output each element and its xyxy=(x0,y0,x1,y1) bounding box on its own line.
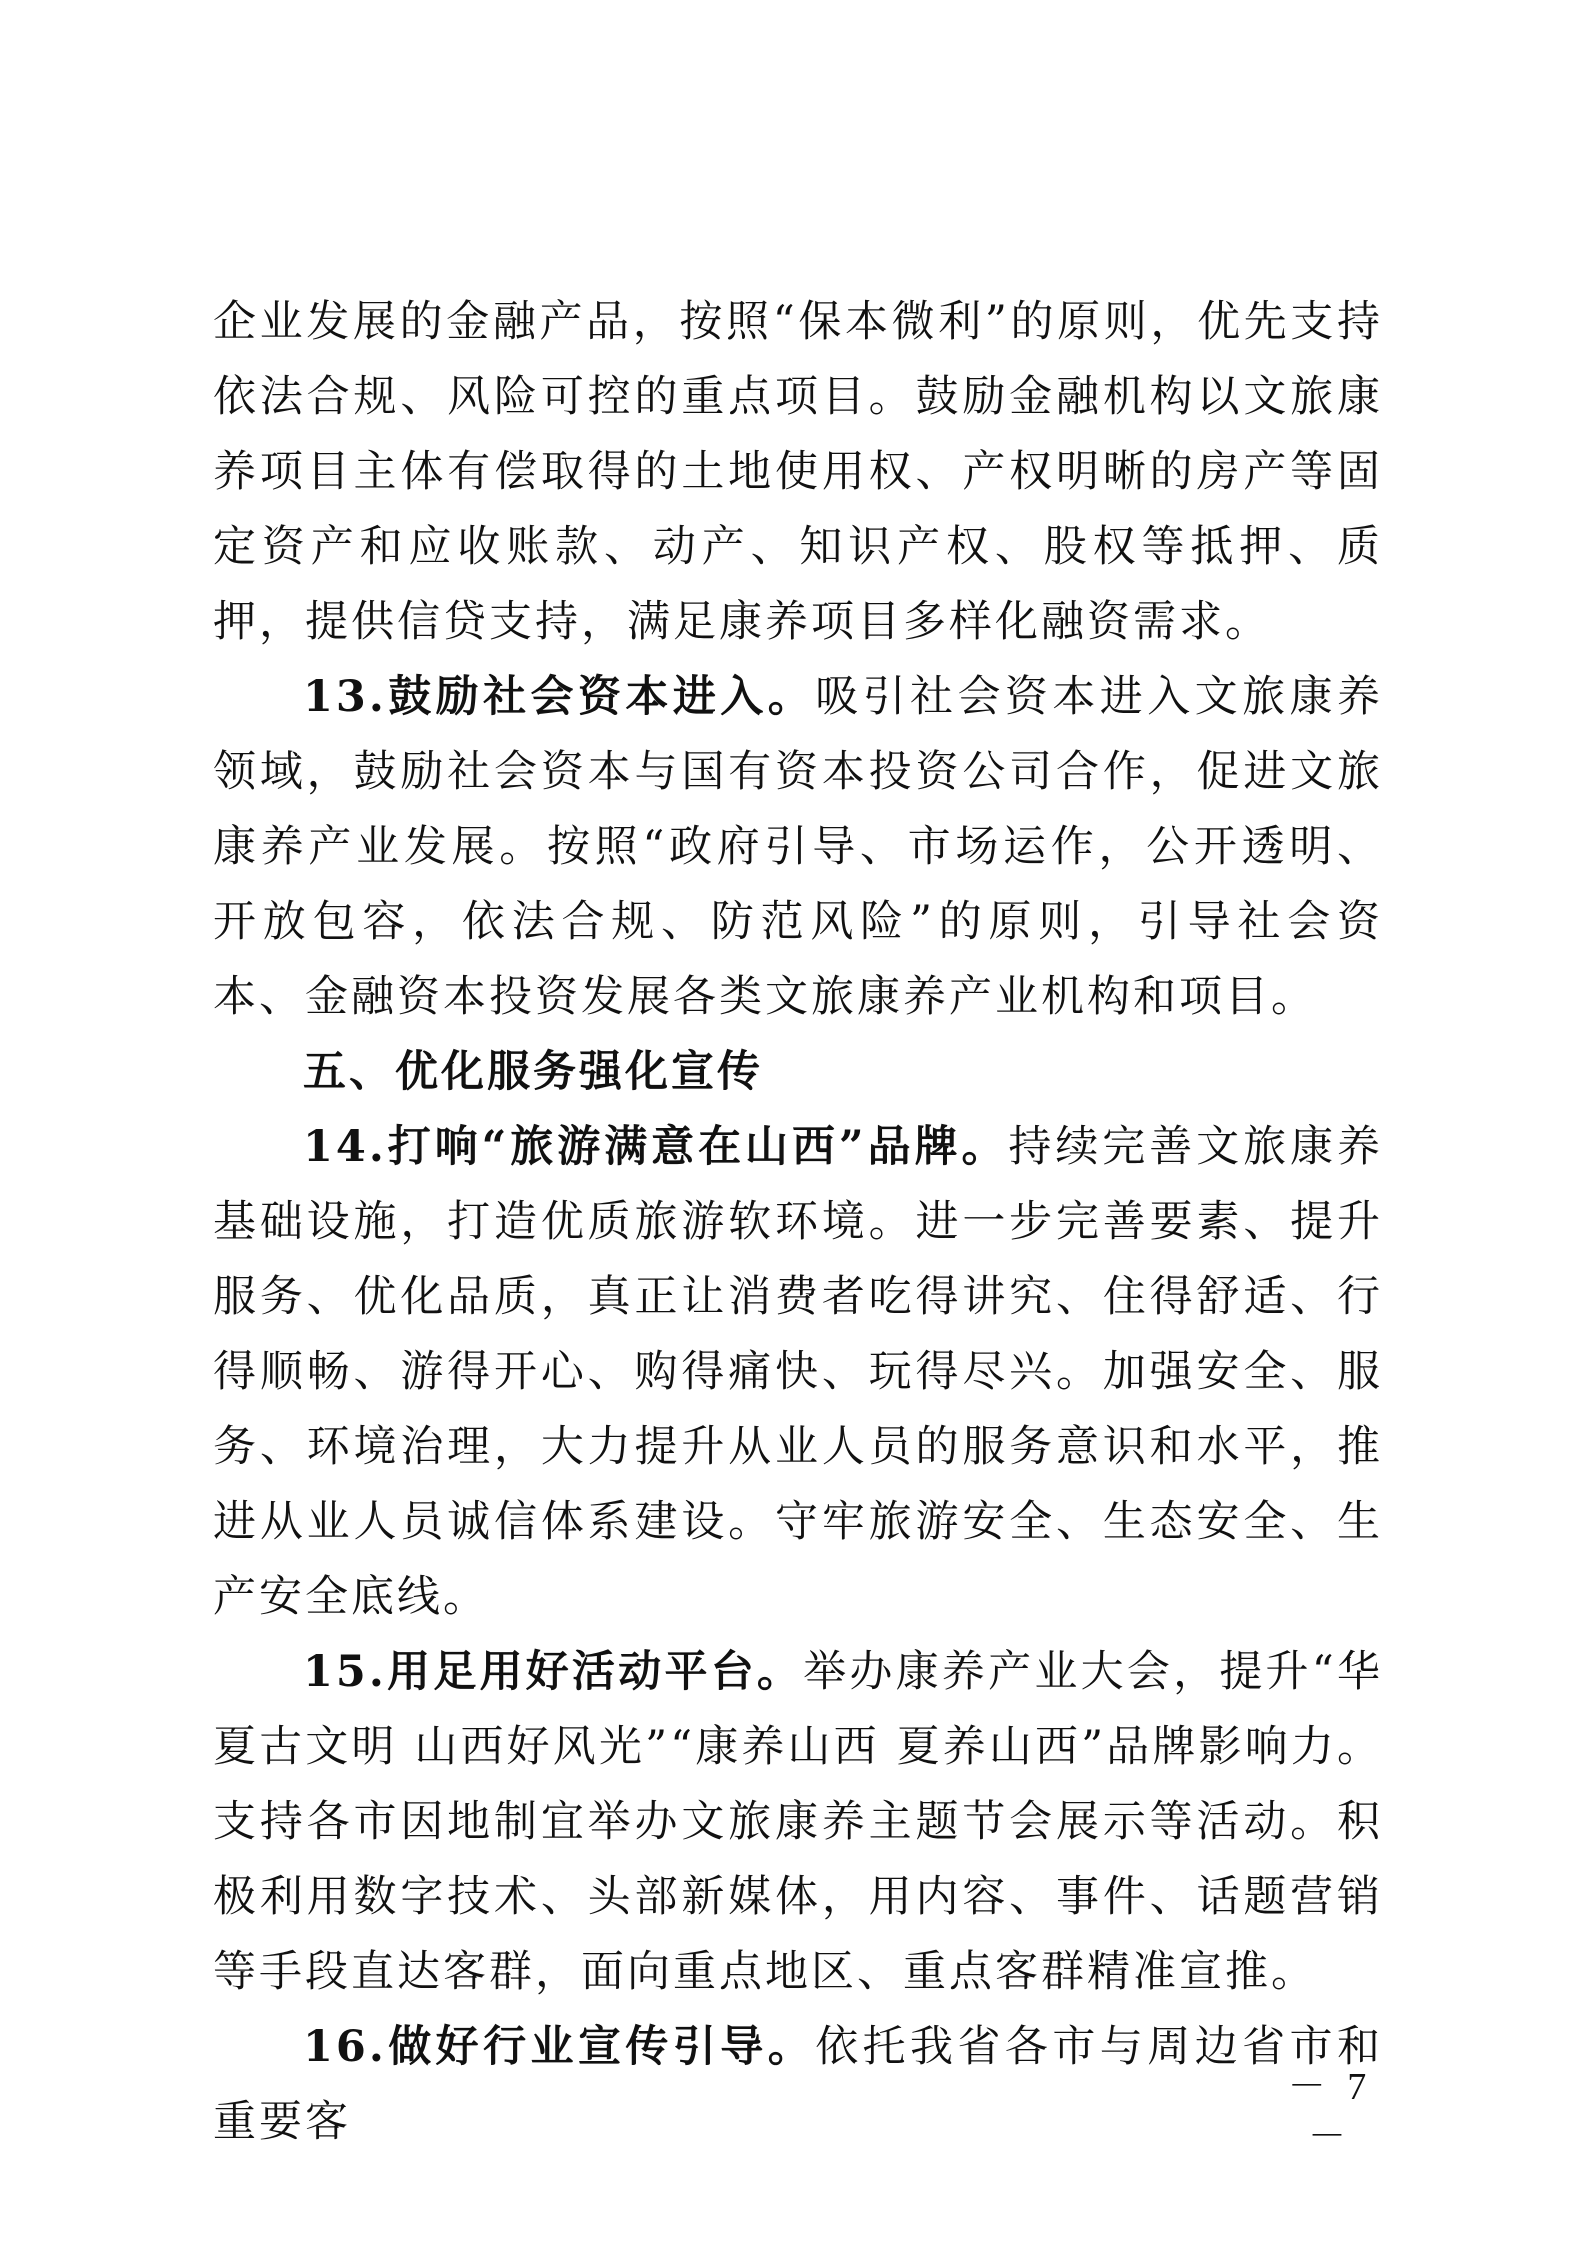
page-number: － 7 － xyxy=(1287,2066,1373,2158)
item-16-body: 依托我省各市与周边省市和重要客 xyxy=(213,2022,1383,2147)
section-five-heading: 五、优化服务强化宣传 xyxy=(303,1047,763,1097)
item-15-body: 举办康养产业大会，提升“华夏古文明 山西好风光”“康养山西 夏养山西”品牌影响力。支持各市因地制宜举办文旅康养主题节会展示等活动。积极利用数字技术、头部新媒体，用内容、事件、话题营销等手段直达客群，面向重点地区、重点客群精准宣推。 xyxy=(213,1647,1384,1997)
item-14-title: 14.打响“旅游满意在山西”品牌。 xyxy=(303,1122,1009,1172)
paragraph-text: 企业发展的金融产品，按照“保本微利”的原则，优先支持依法合规、风险可控的重点项目。鼓励金融机构以文旅康养项目主体有偿取得的土地使用权、产权明晰的房产等固定资产和应收账款、动产、知识产权、股权等抵押、质押，提供信贷支持，满足康养项目多样化融资需求。 xyxy=(213,297,1383,647)
paragraph-item-15 xyxy=(213,1635,1383,2010)
paragraph-financial-products xyxy=(213,285,1383,660)
item-16-title: 16.做好行业宣传引导。 xyxy=(303,2022,816,2072)
paragraph-item-14 xyxy=(213,1110,1383,1635)
paragraph-item-13 xyxy=(213,660,1383,1035)
item-15-title: 15.用足用好活动平台。 xyxy=(303,1647,804,1697)
document-body xyxy=(213,285,1383,2160)
item-14-body: 持续完善文旅康养基础设施，打造优质旅游软环境。进一步完善要素、提升服务、优化品质，真正让消费者吃得讲究、住得舒适、行得顺畅、游得开心、购得痛快、玩得尽兴。加强安全、服务、环境治理，大力提升从业人员的服务意识和水平，推进从业人员诚信体系建设。守牢旅游安全、生态安全、生产安全底线。 xyxy=(213,1122,1383,1622)
item-13-title: 13.鼓励社会资本进入。 xyxy=(303,672,816,722)
paragraph-item-16 xyxy=(213,2010,1383,2160)
item-13-body: 吸引社会资本进入文旅康养领域，鼓励社会资本与国有资本投资公司合作，促进文旅康养产业发展。按照“政府引导、市场运作，公开透明、开放包容，依法合规、防范风险”的原则，引导社会资本、金融资本投资发展各类文旅康养产业机构和项目。 xyxy=(213,672,1383,1022)
